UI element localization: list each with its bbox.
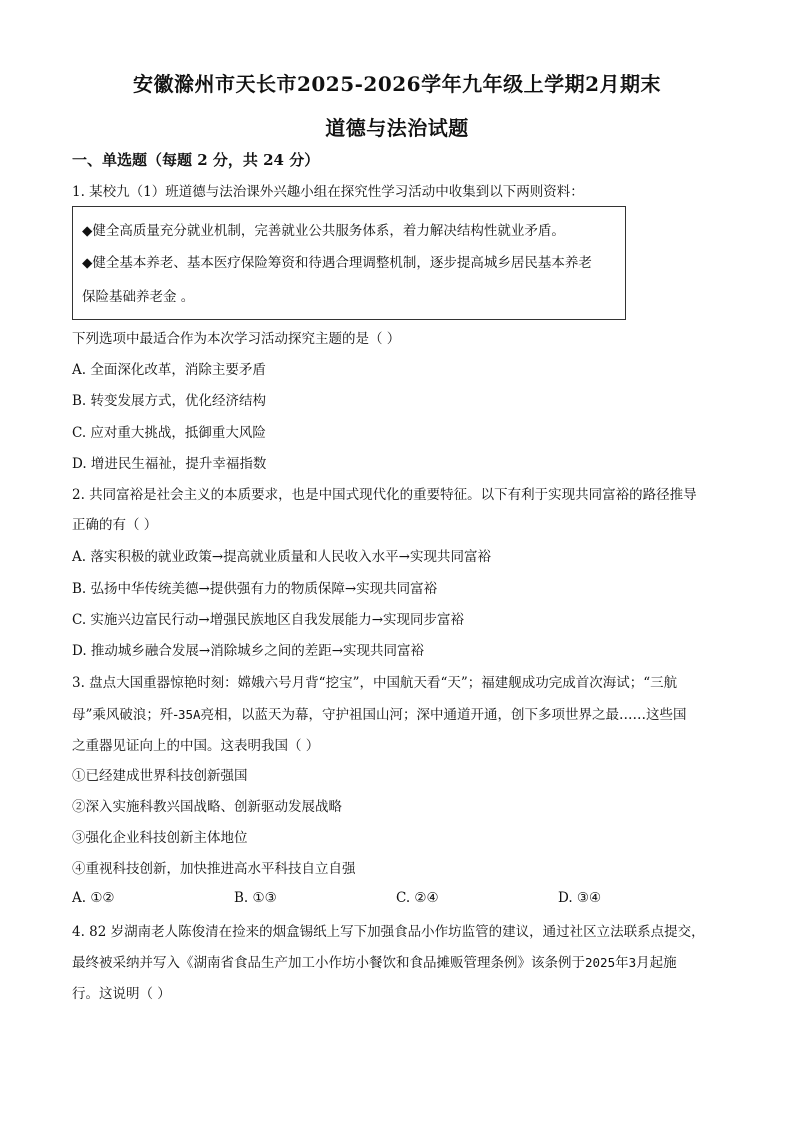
q4-stem-part: 月起施 [636, 955, 677, 971]
q4-stem-cont [72, 954, 677, 972]
q2-stem-cont: 正确的有（ ） [72, 517, 158, 533]
q2-option-c: C. 实施兴边富民行动→增强民族地区自我发展能力→实现同步富裕 [72, 612, 465, 628]
q3-stem-part: 母”乘风破浪；歼- [72, 707, 178, 723]
q3-item-3: ③强化企业科技创新主体地位 [72, 830, 248, 846]
q3-stem-end: 之重器见证向上的中国。这表明我国（ ） [72, 738, 320, 754]
q3-option-d: D. ③④ [558, 890, 602, 906]
exam-title: 安徽滁州市天长市2025-2026学年九年级上学期2月期末 [132, 72, 662, 96]
q4-stem: 4. 82 岁湖南老人陈俊清在捡来的烟盒锡纸上写下加强食品小作坊监管的建议，通过社区立法联系点提交， [72, 924, 705, 940]
q1-option-d: D. 增进民生福祉，提升幸福指数 [72, 456, 267, 472]
q1-question: 下列选项中最适合作为本次学习活动探究主题的是（ ） [72, 331, 401, 347]
q1-material-item: ◆健全基本养老、基本医疗保险筹资和待遇合理调整机制，逐步提高城乡居民基本养老 [82, 255, 592, 271]
q1-stem: 1. 某校九（1）班道德与法治课外兴趣小组在探究性学习活动中收集到以下两则资料： [72, 184, 584, 200]
q4-month: 3 [628, 955, 637, 970]
q1-option-a: A. 全面深化改革，消除主要矛盾 [72, 362, 266, 378]
q1-material-item: ◆健全高质量充分就业机制，完善就业公共服务体系，着力解决结构性就业矛盾。 [82, 223, 565, 239]
q2-option-b: B. 弘扬中华传统美德→提供强有力的物质保障→实现共同富裕 [72, 581, 438, 597]
q3-aircraft-model: 35A [177, 707, 201, 722]
q4-stem-end: 行。这说明（ ） [72, 986, 171, 1002]
q1-material-box [72, 206, 626, 320]
q1-option-b: B. 转变发展方式，优化经济结构 [72, 393, 267, 409]
q4-year: 2025 [585, 955, 616, 970]
q4-stem-part: 最终被采纳并写入《湖南省食品生产加工小作坊小餐饮和食品摊贩管理条例》该条例于 [72, 955, 585, 971]
q3-option-b: B. ①③ [234, 890, 277, 906]
q4-stem-part: 年 [615, 955, 629, 971]
section-heading: 一、单选题（每题 2 分，共 24 分） [72, 151, 320, 169]
q2-stem: 2. 共同富裕是社会主义的本质要求，也是中国式现代化的重要特征。以下有利于实现共同富裕的路径推导 [72, 487, 697, 503]
q3-item-2: ②深入实施科教兴国战略、创新驱动发展战略 [72, 799, 342, 815]
q2-option-d: D. 推动城乡融合发展→消除城乡之间的差距→实现共同富裕 [72, 643, 425, 659]
q1-material-item: 保险基础养老金 。 [82, 289, 195, 305]
exam-subtitle: 道德与法治试题 [325, 116, 469, 140]
q2-option-a: A. 落实积极的就业政策→提高就业质量和人民收入水平→实现共同富裕 [72, 549, 491, 565]
q3-option-a: A. ①② [72, 890, 115, 906]
q3-item-4: ④重视科技创新，加快推进高水平科技自立自强 [72, 861, 356, 877]
q3-option-c: C. ②④ [396, 890, 439, 906]
q1-option-c: C. 应对重大挑战，抵御重大风险 [72, 425, 266, 441]
q3-stem-part: 亮相，以蓝天为幕，守护祖国山河；深中通道开通，创下多项世界之最……这些国 [200, 707, 687, 723]
q3-stem: 3. 盘点大国重器惊艳时刻：嫦娥六号月背“挖宝”，中国航天看“天”；福建舰成功完成首次海试；“三航 [72, 675, 678, 691]
q3-stem-cont [72, 706, 687, 724]
q3-item-1: ①已经建成世界科技创新强国 [72, 768, 248, 784]
